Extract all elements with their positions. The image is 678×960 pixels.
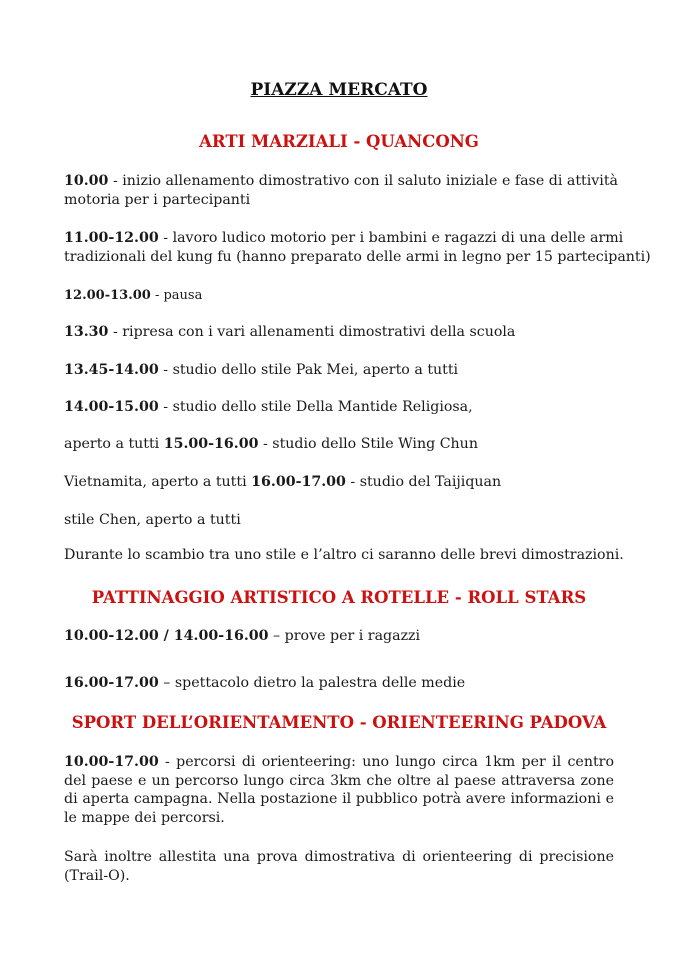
schedule-item xyxy=(64,473,501,491)
schedule-time: 15.00-16.00 xyxy=(163,436,259,452)
schedule-time: 12.00-13.00 xyxy=(64,288,151,303)
schedule-item xyxy=(64,229,623,247)
schedule-time: 16.00-17.00 xyxy=(64,675,159,691)
schedule-item xyxy=(64,287,202,305)
schedule-item xyxy=(64,172,618,190)
schedule-text: - inizio allenamento dimostrativo con il saluto iniziale e fase di attività xyxy=(108,173,618,189)
section-note: Sarà inoltre allestita una prova dimostrativa di orienteering di precisione (Trail-O). xyxy=(64,849,614,884)
schedule-text: - studio dello stile Della Mantide Religiosa, xyxy=(158,399,473,415)
schedule-item xyxy=(64,398,473,416)
schedule-text: – spettacolo dietro la palestra delle medie xyxy=(158,675,466,691)
schedule-time: 16.00-17.00 xyxy=(251,474,346,490)
schedule-item xyxy=(64,627,420,645)
schedule-time: 14.00-15.00 xyxy=(64,399,159,415)
schedule-text: - studio dello stile Pak Mei, aperto a tutti xyxy=(158,362,459,378)
section-heading-skating: PATTINAGGIO ARTISTICO A ROTELLE - ROLL STARS xyxy=(91,588,587,607)
schedule-text: - studio dello Stile Wing Chun xyxy=(258,436,478,452)
schedule-time: 13.30 xyxy=(64,324,109,340)
schedule-text: - ripresa con i vari allenamenti dimostrativi della scuola xyxy=(108,324,516,340)
schedule-text: - pausa xyxy=(150,288,203,303)
schedule-text: - studio del Taijiquan xyxy=(345,474,502,490)
schedule-text: – prove per i ragazzi xyxy=(268,628,421,644)
schedule-item xyxy=(64,753,614,827)
schedule-item xyxy=(64,361,458,379)
schedule-text: - percorsi di orienteering: uno lungo circa 1km per il centro del paese e un percorso lungo circa 3km che oltre al paese attraversa zone di aperta campagna. Nella postazione il pubblico potrà avere informazioni e le mappe dei percorsi. xyxy=(64,754,614,826)
schedule-time: 10.00-17.00 xyxy=(64,754,159,770)
schedule-time: 11.00-12.00 xyxy=(64,230,159,246)
schedule-prefix: aperto a tutti xyxy=(64,436,164,452)
schedule-text-continued: tradizionali del kung fu (hanno preparato delle armi in legno per 15 partecipanti) xyxy=(64,249,651,265)
schedule-item: stile Chen, aperto a tutti xyxy=(64,512,241,528)
schedule-time: 13.45-14.00 xyxy=(64,362,159,378)
schedule-text: - lavoro ludico motorio per i bambini e ragazzi di una delle armi xyxy=(158,230,624,246)
section-heading-orienteering: SPORT DELL’ORIENTAMENTO - ORIENTEERING PADOVA xyxy=(71,713,607,732)
schedule-time: 10.00-12.00 / 14.00-16.00 xyxy=(64,628,269,644)
section-note: Durante lo scambio tra uno stile e l’altro ci saranno delle brevi dimostrazioni. xyxy=(64,547,624,563)
schedule-item xyxy=(64,435,478,453)
schedule-time: 10.00 xyxy=(64,173,109,189)
page-title: PIAZZA MERCATO xyxy=(250,80,428,100)
section-heading-martial-arts: ARTI MARZIALI - QUANCONG xyxy=(199,132,479,151)
schedule-item xyxy=(64,674,465,692)
schedule-prefix: Vietnamita, aperto a tutti xyxy=(64,474,252,490)
schedule-text-continued: motoria per i partecipanti xyxy=(64,192,251,208)
schedule-item xyxy=(64,323,515,341)
